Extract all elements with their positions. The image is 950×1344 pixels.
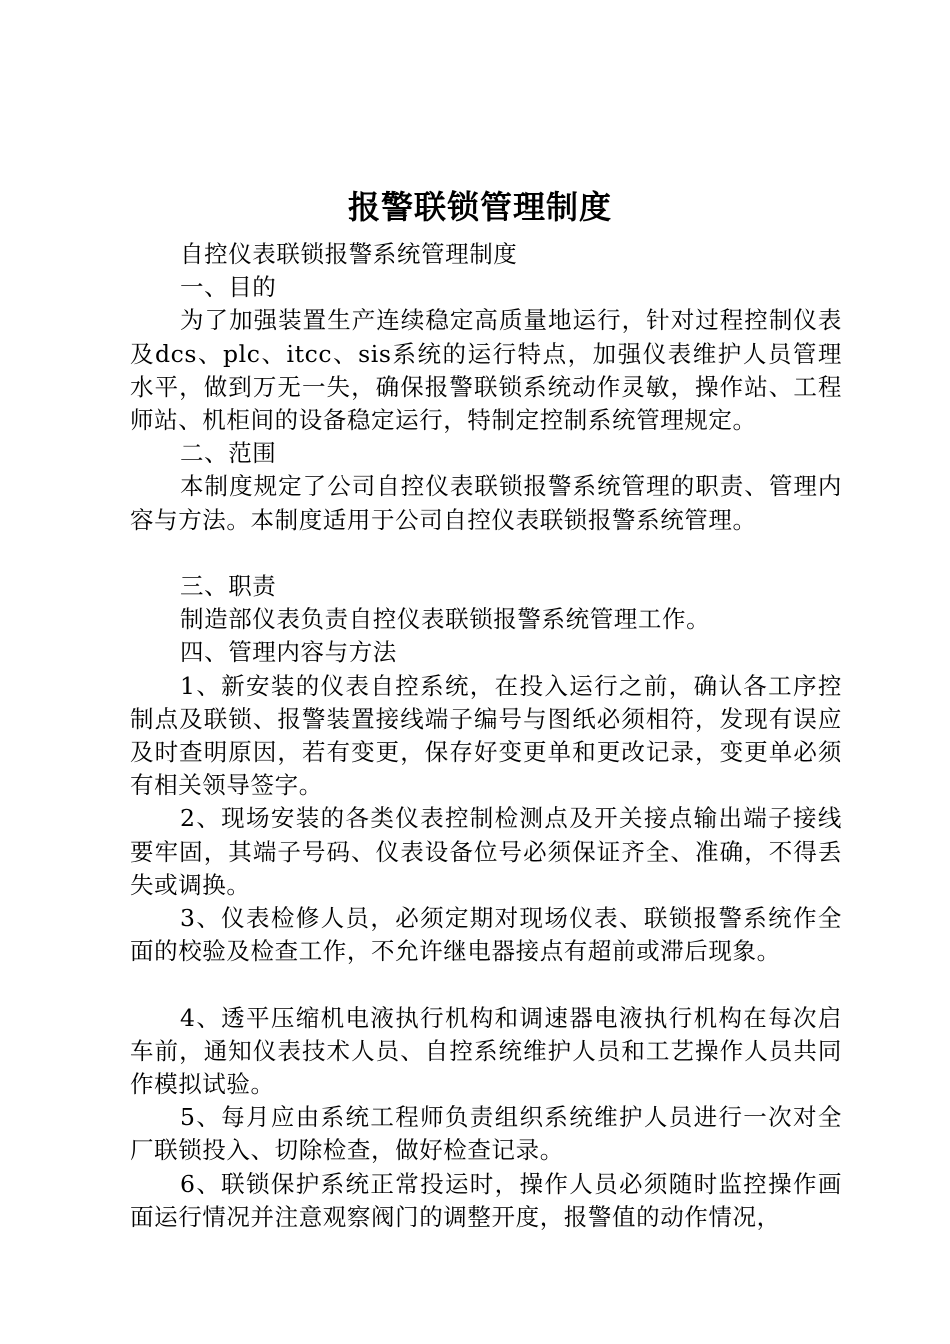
paragraph-item-6: 6、联锁保护系统正常投运时，操作人员必须随时监控操作画面运行情况并注意观察阀门的调整开度，报警值的动作情况， — [130, 1169, 842, 1231]
blank-line — [130, 537, 842, 570]
document-title: 报警联锁管理制度 — [347, 188, 612, 226]
paragraph-scope: 本制度规定了公司自控仪表联锁报警系统管理的职责、管理内容与方法。本制度适用于公司自控仪表联锁报警系统管理。 — [130, 472, 842, 534]
section-heading-scope: 二、范围 — [180, 439, 277, 468]
paragraph-item-4: 4、透平压缩机电液执行机构和调速器电液执行机构在每次启车前，通知仪表技术人员、自控系统维护人员和工艺操作人员共同作模拟试验。 — [130, 1003, 842, 1099]
section-heading-methods: 四、管理内容与方法 — [180, 638, 397, 667]
paragraph-item-2: 2、现场安装的各类仪表控制检测点及开关接点输出端子接线要牢固，其端子号码、仪表设备位号必须保证齐全、准确，不得丢失或调换。 — [130, 804, 842, 899]
paragraph-subtitle: 自控仪表联锁报警系统管理制度 — [180, 240, 518, 268]
blank-line — [130, 968, 842, 1001]
paragraph-item-1: 1、新安装的仪表自控系统，在投入运行之前，确认各工序控制点及联锁、报警装置接线端子编号与图纸必须相符，发现有误应及时查明原因，若有变更，保存好变更单和更改记录，变更单必须有相关领导签字。 — [130, 671, 842, 800]
paragraph-item-5: 5、每月应由系统工程师负责组织系统维护人员进行一次对全厂联锁投入、切除检查，做好检查记录。 — [130, 1103, 842, 1165]
section-heading-purpose: 一、目的 — [180, 273, 277, 302]
paragraph-item-3: 3、仪表检修人员，必须定期对现场仪表、联锁报警系统作全面的校验及检查工作，不允许继电器接点有超前或滞后现象。 — [130, 904, 842, 966]
section-heading-duties: 三、职责 — [180, 572, 277, 601]
paragraph-purpose: 为了加强装置生产连续稳定高质量地运行，针对过程控制仪表及dcs、plc、itcc、sis系统的运行特点，加强仪表维护人员管理水平，做到万无一失，确保报警联锁系统动作灵敏，操作站、工程师站、机柜间的设备稳定运行，特制定控制系统管理规定。 — [130, 306, 842, 435]
document-body — [130, 238, 842, 1234]
paragraph-duties: 制造部仪表负责自控仪表联锁报警系统管理工作。 — [180, 605, 711, 634]
